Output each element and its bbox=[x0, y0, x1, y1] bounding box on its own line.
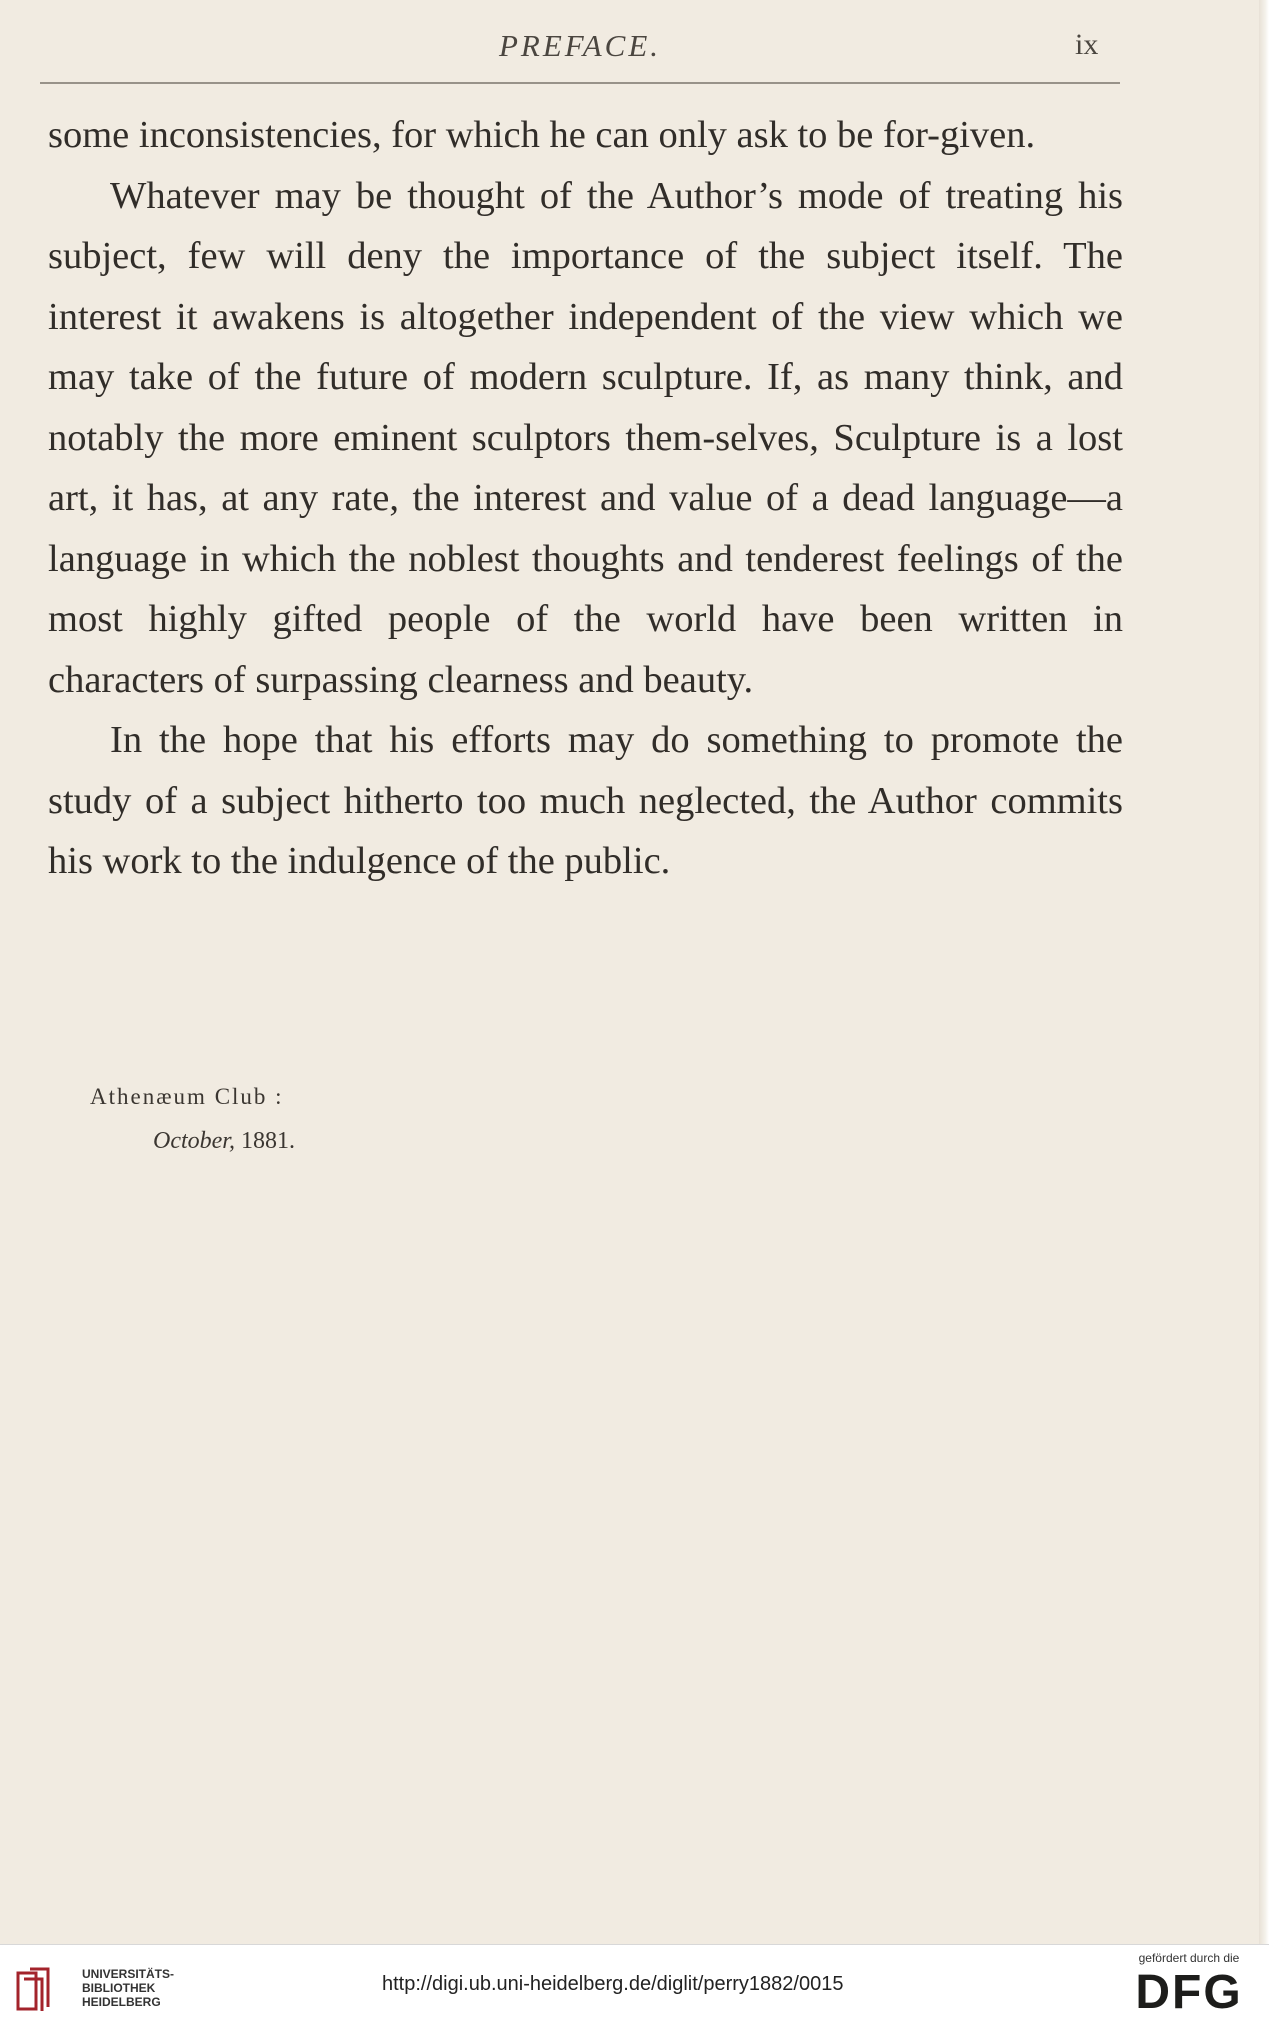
page-edge bbox=[1259, 0, 1269, 1944]
digitization-footer bbox=[0, 1944, 1269, 2035]
source-url[interactable]: http://digi.ub.uni-heidelberg.de/diglit/perry1882/0015 bbox=[382, 1973, 844, 1995]
dfg-logo-text: DFG bbox=[1135, 1966, 1243, 2019]
paragraph-continuation: some inconsistencies, for which he can only ask to be for-given. bbox=[48, 114, 1036, 156]
funding-logo bbox=[1119, 1951, 1259, 2021]
header-rule bbox=[40, 82, 1120, 84]
signature-year: 1881. bbox=[240, 1128, 295, 1154]
signature-date bbox=[90, 1119, 295, 1163]
library-name-line1: UNIVERSITÄTS- bbox=[82, 1967, 175, 1981]
page-number: ix bbox=[1075, 28, 1099, 61]
signature-place: Athenæum Club : bbox=[90, 1084, 284, 1109]
library-logo-icon bbox=[12, 1967, 72, 2015]
paragraph-closing: In the hope that his efforts may do something to promote the study of a subject hitherto too much neglected, the Author commits his work to the indulgence of the public. bbox=[48, 719, 1123, 882]
funding-text: gefördert durch die bbox=[1138, 1951, 1240, 1965]
signature-block bbox=[90, 1075, 295, 1163]
running-head bbox=[0, 28, 1269, 72]
running-title: PREFACE. bbox=[498, 28, 662, 63]
library-name bbox=[82, 1967, 174, 2009]
body-text bbox=[48, 105, 1123, 892]
signature-month: October, bbox=[153, 1128, 235, 1154]
library-name-line2: BIBLIOTHEK bbox=[82, 1981, 156, 1995]
library-name-line3: HEIDELBERG bbox=[82, 1995, 161, 2009]
library-logo bbox=[12, 1959, 182, 2023]
paragraph-importance: Whatever may be thought of the Author’s mode of treating his subject, few will deny the importance of the subject itself. The interest it awakens is altogether independent of the view which we may take of the future of modern sculpture. If, as many think, and notably the more eminent sculptors them-selves, Sculpture is a lost art, it has, at any rate, the interest and value of a dead language—a language in which the noblest thoughts and tenderest feelings of the most highly gifted people of the world have been written in characters of surpassing clearness and beauty. bbox=[48, 174, 1123, 701]
